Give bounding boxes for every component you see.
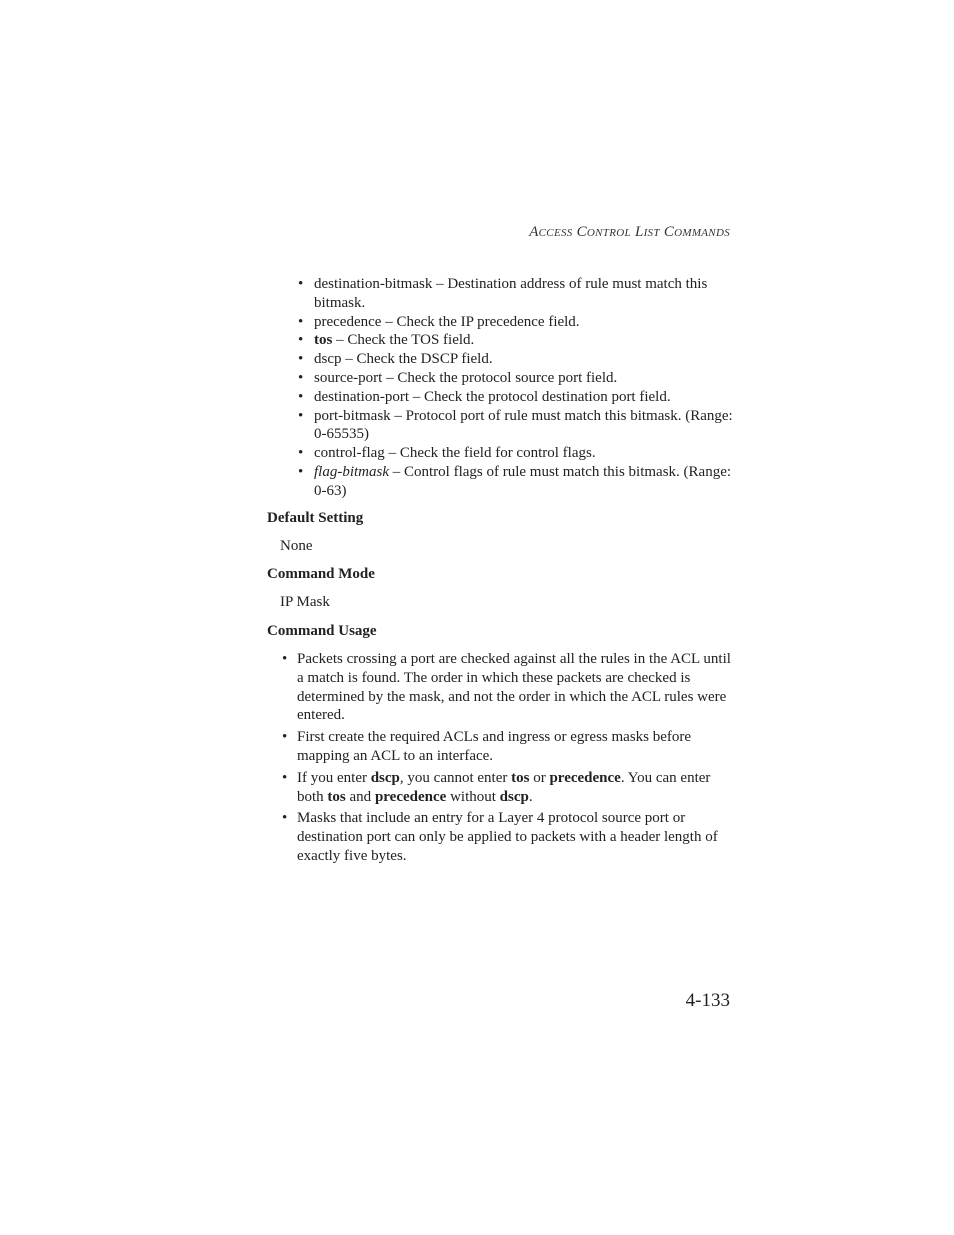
option-term: flag-bitmask [314,463,389,480]
keyword: precedence [374,788,447,805]
option-item-flag-bitmask [297,463,737,501]
usage-text: and [345,788,375,805]
usage-text: . You can enter both [297,769,711,805]
option-term: control-flag [314,445,385,462]
option-description: – Protocol port of rule must match this bitmask. (Range: 0-65535) [314,407,733,443]
option-description: – Check the TOS field. [332,332,475,349]
usage-text: If you enter [297,769,371,786]
option-term: tos [314,332,333,349]
option-description: – Control flags of rule must match this bitmask. (Range: 0-63) [314,463,732,499]
keyword: tos [511,769,530,786]
default-setting-heading: Default Setting [267,510,364,526]
usage-text: Masks that include an entry for a Layer 4 protocol source port or destination port can only be applied to packets with a header length of exactly five bytes. [297,810,718,864]
option-description: – Check the IP precedence field. [381,313,580,330]
command-usage-heading: Command Usage [267,623,377,639]
default-setting-value: None [280,538,313,554]
usage-item [281,809,733,865]
usage-text: , you cannot enter [399,769,512,786]
option-item-control-flag [297,444,737,463]
option-item-port-bitmask [297,407,737,445]
option-item-destination-port [297,388,737,407]
option-item-tos [297,331,737,350]
option-description: – Destination address of rule must match this bitmask. [314,276,708,311]
page-number: 4-133 [685,990,730,1011]
option-term: destination-bitmask [314,276,433,292]
option-term: source-port [314,369,383,386]
usage-text: First create the required ACLs and ingress or egress masks before mapping an ACL to an interface. [297,729,692,764]
option-term: port-bitmask [314,407,391,424]
option-term: dscp [314,351,342,368]
keyword: precedence [549,769,621,786]
option-item-destination-bitmask [297,275,737,313]
usage-item [281,650,733,725]
option-term: destination-port [314,388,409,405]
keyword: tos [327,788,346,805]
option-description: – Check the protocol destination port field. [408,388,671,405]
option-item-source-port [297,369,737,388]
running-header: Access Control List Commands [529,224,730,240]
option-term: precedence [314,313,382,330]
keyword: dscp [499,788,529,805]
command-mode-heading: Command Mode [267,566,375,582]
usage-text: or [529,769,550,786]
command-usage-list [281,650,733,869]
option-description: – Check the field for control flags. [384,445,596,462]
keyword: dscp [370,769,400,786]
option-item-precedence [297,313,737,332]
usage-text: without [446,788,500,805]
option-list [297,275,737,501]
option-description: – Check the DSCP field. [341,351,493,368]
option-description: – Check the protocol source port field. [382,369,618,386]
usage-text: Packets crossing a port are checked against all the rules in the ACL until a match is found. The order in which these packets are checked is determined by the mask, and not the order in which the ACL rules were entered. [297,651,731,724]
usage-item [281,769,733,807]
usage-text: . [528,788,533,805]
usage-item [281,728,733,766]
option-item-dscp [297,350,737,369]
command-mode-value: IP Mask [280,594,330,610]
